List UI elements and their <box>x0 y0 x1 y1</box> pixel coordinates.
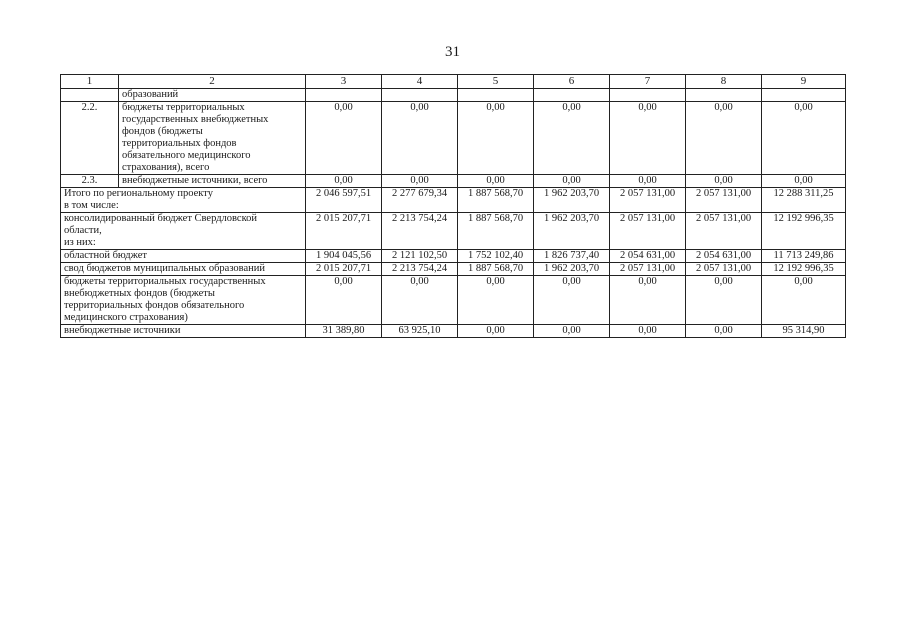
value-cell: 2 057 131,00 <box>686 263 762 276</box>
value-cell: 1 962 203,70 <box>534 263 610 276</box>
row-code: 2.2. <box>61 102 119 175</box>
value-cell: 11 713 249,86 <box>762 250 846 263</box>
row-label-line: Итого по региональному проекту <box>64 188 213 199</box>
summary-label <box>61 250 306 263</box>
value-cell: 2 054 631,00 <box>610 250 686 263</box>
value-cell: 0,00 <box>382 102 458 175</box>
value-cell <box>762 89 846 102</box>
value-cell: 0,00 <box>686 276 762 325</box>
value-cell: 95 314,90 <box>762 325 846 338</box>
header-cell: 4 <box>382 75 458 89</box>
value-cell: 1 904 045,56 <box>306 250 382 263</box>
value-cell: 0,00 <box>610 276 686 325</box>
value-cell <box>534 89 610 102</box>
summary-row <box>61 188 846 213</box>
value-cell: 1 752 102,40 <box>458 250 534 263</box>
header-cell: 2 <box>119 75 306 89</box>
value-cell <box>686 89 762 102</box>
row-label-line: внебюджетные источники <box>64 325 181 336</box>
value-cell: 2 046 597,51 <box>306 188 382 213</box>
row-label-line: образований <box>122 89 179 100</box>
value-cell: 2 015 207,71 <box>306 263 382 276</box>
value-cell: 0,00 <box>458 102 534 175</box>
value-cell: 0,00 <box>686 175 762 188</box>
header-cell: 3 <box>306 75 382 89</box>
value-cell: 0,00 <box>306 276 382 325</box>
header-cell: 7 <box>610 75 686 89</box>
value-cell: 2 277 679,34 <box>382 188 458 213</box>
value-cell: 0,00 <box>534 175 610 188</box>
row-label-line: медицинского страхования) <box>64 312 188 323</box>
row-label-line: бюджеты территориальных <box>122 102 245 113</box>
value-cell: 1 962 203,70 <box>534 213 610 250</box>
value-cell: 0,00 <box>306 102 382 175</box>
value-cell: 0,00 <box>610 325 686 338</box>
value-cell: 2 213 754,24 <box>382 213 458 250</box>
value-cell: 1 826 737,40 <box>534 250 610 263</box>
value-cell <box>610 89 686 102</box>
row-label-line: бюджеты территориальных государственных <box>64 276 266 287</box>
summary-label <box>61 325 306 338</box>
value-cell: 2 057 131,00 <box>610 263 686 276</box>
value-cell: 1 962 203,70 <box>534 188 610 213</box>
summary-row <box>61 250 846 263</box>
value-cell: 12 288 311,25 <box>762 188 846 213</box>
row-label-line: территориальных фондов обязательного <box>64 300 245 311</box>
value-cell: 0,00 <box>458 325 534 338</box>
value-cell: 1 887 568,70 <box>458 263 534 276</box>
value-cell: 12 192 996,35 <box>762 213 846 250</box>
row-label <box>119 175 306 188</box>
row-label-line: внебюджетных фондов (бюджеты <box>64 288 215 299</box>
value-cell: 12 192 996,35 <box>762 263 846 276</box>
row-label-line: консолидированный бюджет Свердловской <box>64 213 258 224</box>
row-label-line: обязательного медицинского <box>122 150 251 161</box>
table-row <box>61 175 846 188</box>
summary-label <box>61 276 306 325</box>
value-cell: 0,00 <box>534 325 610 338</box>
value-cell: 0,00 <box>762 276 846 325</box>
value-cell: 2 057 131,00 <box>610 213 686 250</box>
value-cell: 0,00 <box>534 276 610 325</box>
summary-row <box>61 325 846 338</box>
row-label-line: в том числе: <box>64 200 119 211</box>
summary-row <box>61 276 846 325</box>
table-row <box>61 102 846 175</box>
value-cell: 0,00 <box>762 102 846 175</box>
header-cell: 9 <box>762 75 846 89</box>
value-cell: 2 015 207,71 <box>306 213 382 250</box>
value-cell: 1 887 568,70 <box>458 213 534 250</box>
value-cell <box>458 89 534 102</box>
row-label-line: свод бюджетов муниципальных образований <box>64 263 266 274</box>
value-cell: 2 057 131,00 <box>686 213 762 250</box>
value-cell: 0,00 <box>382 276 458 325</box>
row-label-line: области, <box>64 225 102 236</box>
header-cell: 8 <box>686 75 762 89</box>
value-cell: 2 057 131,00 <box>686 188 762 213</box>
row-label-line: страхования), всего <box>122 162 210 173</box>
header-cell: 5 <box>458 75 534 89</box>
header-cell: 6 <box>534 75 610 89</box>
row-label-line: из них: <box>64 237 96 248</box>
value-cell <box>382 89 458 102</box>
row-code: 2.3. <box>61 175 119 188</box>
value-cell: 0,00 <box>534 102 610 175</box>
value-cell: 0,00 <box>610 102 686 175</box>
summary-label <box>61 188 306 213</box>
value-cell: 0,00 <box>686 325 762 338</box>
value-cell: 0,00 <box>458 276 534 325</box>
value-cell: 2 213 754,24 <box>382 263 458 276</box>
page-number: 31 <box>445 44 460 60</box>
value-cell: 0,00 <box>458 175 534 188</box>
row-label-line: областной бюджет <box>64 250 147 261</box>
value-cell <box>306 89 382 102</box>
budget-table <box>60 74 846 338</box>
row-label <box>119 102 306 175</box>
value-cell: 0,00 <box>686 102 762 175</box>
value-cell: 2 121 102,50 <box>382 250 458 263</box>
summary-row <box>61 213 846 250</box>
summary-label <box>61 263 306 276</box>
row-label-line: территориальных фондов <box>122 138 237 149</box>
row-label-line: фондов (бюджеты <box>122 126 203 137</box>
value-cell: 0,00 <box>610 175 686 188</box>
header-cell: 1 <box>61 75 119 89</box>
value-cell: 2 054 631,00 <box>686 250 762 263</box>
value-cell: 2 057 131,00 <box>610 188 686 213</box>
value-cell: 63 925,10 <box>382 325 458 338</box>
summary-label <box>61 213 306 250</box>
value-cell: 0,00 <box>306 175 382 188</box>
value-cell: 0,00 <box>762 175 846 188</box>
value-cell: 31 389,80 <box>306 325 382 338</box>
value-cell: 0,00 <box>382 175 458 188</box>
table-row <box>61 89 846 102</box>
row-label-line: внебюджетные источники, всего <box>122 175 268 186</box>
row-code <box>61 89 119 102</box>
table-header-row <box>61 75 846 89</box>
row-label-line: государственных внебюджетных <box>122 114 269 125</box>
row-label <box>119 89 306 102</box>
summary-row <box>61 263 846 276</box>
value-cell: 1 887 568,70 <box>458 188 534 213</box>
